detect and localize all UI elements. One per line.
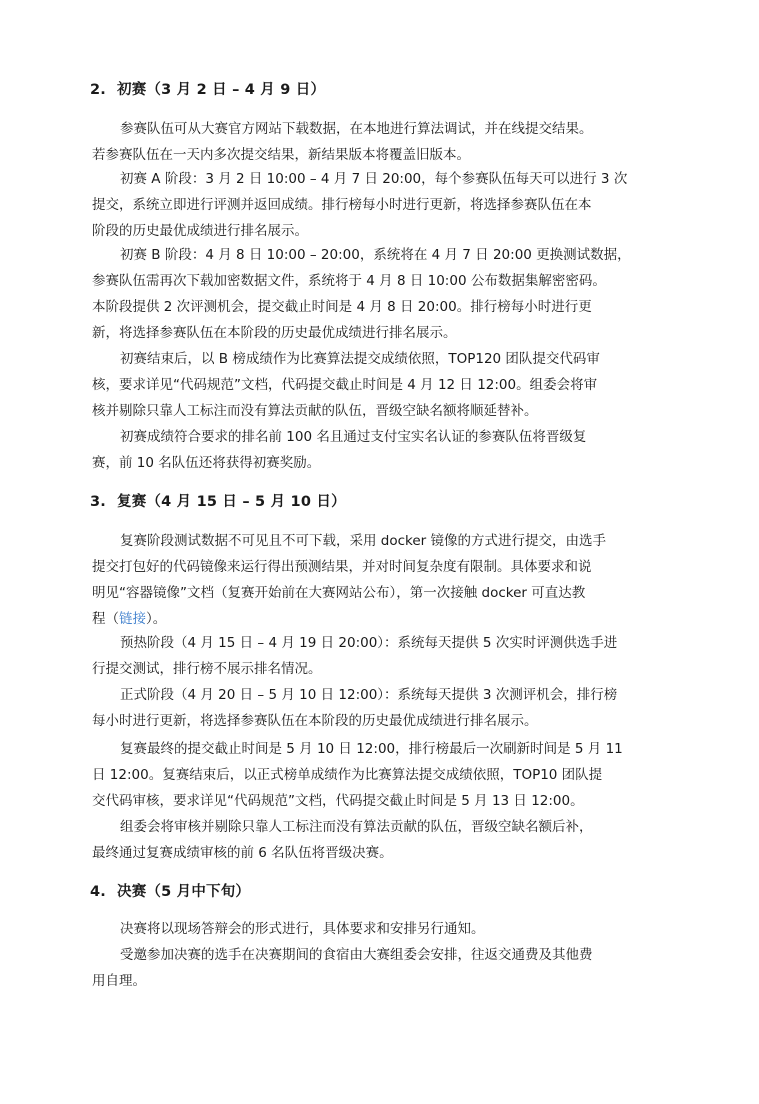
section-number: 4.	[90, 884, 106, 900]
text-line: 用自理。	[92, 973, 146, 989]
text-line	[92, 606, 696, 632]
tutorial-suffix: ）。	[146, 611, 167, 627]
text-line: 复赛最终的提交截止时间是 5 月 10 日 12:00，排行榜最后一次刷新时间是 5 月 11	[120, 741, 623, 757]
text-line: 交代码审核，要求详见“代码规范”文档，代码提交截止时间是 5 月 13 日 12:00。	[92, 793, 584, 809]
text-line: 行提交测试，排行榜不展示排名情况。	[92, 661, 322, 677]
text-line: 阶段的历史最优成绩进行排名展示。	[92, 223, 308, 239]
text-line: 最终通过复赛成绩审核的前 6 名队伍将晋级决赛。	[92, 845, 393, 861]
paragraph	[92, 528, 696, 632]
paragraph	[92, 424, 696, 476]
tutorial-link[interactable]: 链接	[119, 611, 146, 627]
paragraph	[92, 116, 696, 168]
text-line: 每小时进行更新，将选择参赛队伍在本阶段的历史最优成绩进行排名展示。	[92, 713, 538, 729]
text-line: 组委会将审核并剔除只靠人工标注而没有算法贡献的队伍，晋级空缺名额后补，	[120, 819, 593, 835]
paragraph	[92, 916, 696, 942]
text-line: 参赛队伍需再次下载加密数据文件，系统将于 4 月 8 日 10:00 公布数据集解密密码。	[92, 273, 606, 289]
text-line: 本阶段提供 2 次评测机会，提交截止时间是 4 月 8 日 20:00。排行榜每小时进行更	[92, 299, 592, 315]
text-line: 初赛 A 阶段：3 月 2 日 10:00 – 4 月 7 日 20:00，每个参赛队伍每天可以进行 3 次	[120, 171, 628, 187]
paragraph	[92, 346, 696, 424]
text-line: 提交，系统立即进行评测并返回成绩。排行榜每小时进行更新，将选择参赛队伍在本	[92, 197, 592, 213]
paragraph	[92, 814, 696, 866]
paragraph	[92, 942, 696, 994]
paragraph	[92, 682, 696, 734]
section-heading-2	[90, 78, 325, 99]
text-line: 参赛队伍可从大赛官方网站下载数据，在本地进行算法调试，并在线提交结果。	[120, 121, 593, 137]
section-title: 复赛（4 月 15 日 – 5 月 10 日）	[117, 494, 346, 510]
paragraph	[92, 242, 696, 346]
text-line: 预热阶段（4 月 15 日 – 4 月 19 日 20:00）：系统每天提供 5 次实时评测供选手进	[120, 635, 618, 651]
section-number: 3.	[90, 494, 106, 510]
text-line: 若参赛队伍在一天内多次提交结果，新结果版本将覆盖旧版本。	[92, 147, 470, 163]
text-line: 正式阶段（4 月 20 日 – 5 月 10 日 12:00）：系统每天提供 3 次测评机会，排行榜	[120, 687, 618, 703]
text-line: 赛，前 10 名队伍还将获得初赛奖励。	[92, 455, 321, 471]
section-number: 2.	[90, 82, 106, 98]
section-title: 决赛（5 月中下旬）	[117, 884, 251, 900]
text-line: 明见“容器镜像”文档（复赛开始前在大赛网站公布），第一次接触 docker 可直达教	[92, 585, 586, 601]
text-line: 提交打包好的代码镜像来运行得出预测结果，并对时间复杂度有限制。具体要求和说	[92, 559, 592, 575]
text-line: 复赛阶段测试数据不可见且不可下载，采用 docker 镜像的方式进行提交，由选手	[120, 533, 607, 549]
section-heading-4	[90, 880, 250, 901]
text-line: 初赛 B 阶段：4 月 8 日 10:00 – 20:00，系统将在 4 月 7 日 20:00 更换测试数据，	[120, 247, 631, 263]
tutorial-prefix: 程（	[92, 611, 119, 627]
paragraph	[92, 166, 696, 244]
text-line: 决赛将以现场答辩会的形式进行，具体要求和安排另行通知。	[120, 921, 485, 937]
text-line: 新，将选择参赛队伍在本阶段的历史最优成绩进行排名展示。	[92, 325, 457, 341]
text-line: 受邀参加决赛的选手在决赛期间的食宿由大赛组委会安排，往返交通费及其他费	[120, 947, 593, 963]
section-heading-3	[90, 490, 346, 511]
text-line: 核，要求详见“代码规范”文档，代码提交截止时间是 4 月 12 日 12:00。组委会将审	[92, 377, 598, 393]
paragraph	[92, 630, 696, 682]
text-line: 初赛成绩符合要求的排名前 100 名且通过支付宝实名认证的参赛队伍将晋级复	[120, 429, 587, 445]
paragraph	[92, 736, 696, 814]
text-line: 初赛结束后，以 B 榜成绩作为比赛算法提交成绩依照，TOP120 团队提交代码审	[120, 351, 600, 367]
section-title: 初赛（3 月 2 日 – 4 月 9 日）	[117, 82, 326, 98]
text-line: 核并剔除只靠人工标注而没有算法贡献的队伍，晋级空缺名额将顺延替补。	[92, 403, 538, 419]
text-line: 日 12:00。复赛结束后，以正式榜单成绩作为比赛算法提交成绩依照，TOP10 团队提	[92, 767, 603, 783]
